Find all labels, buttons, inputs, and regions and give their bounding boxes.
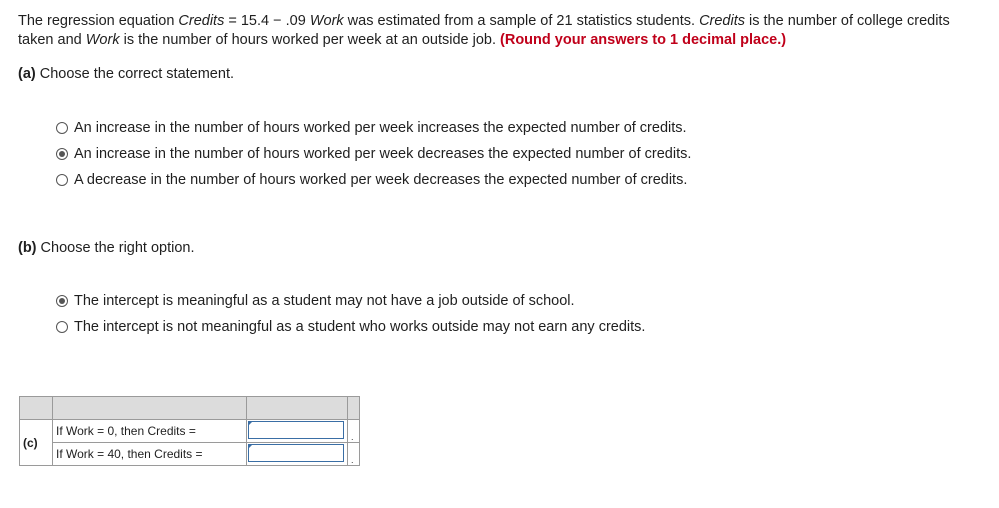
credits-work-40-input[interactable] (248, 444, 344, 462)
part-b-option-2-text: The intercept is not meaningful as a student who works outside may not earn any credits. (74, 319, 646, 335)
radio-selected-icon[interactable] (56, 295, 68, 307)
intro-text-1: The regression equation (18, 13, 179, 29)
part-a-option-3[interactable] (56, 167, 691, 193)
suffix-cell (348, 443, 360, 466)
question-intro (18, 12, 978, 50)
part-a-option-1[interactable] (56, 115, 691, 141)
part-b-option-1[interactable] (56, 288, 645, 314)
part-b-options (56, 288, 645, 340)
intro-text-5: is the number of hours worked per week at an outside job. (119, 32, 501, 48)
part-a-heading (18, 66, 234, 82)
answer-cell-2[interactable] (247, 443, 348, 466)
part-b-heading (18, 240, 195, 256)
intro-text-4: is the number of college credits taken and (18, 13, 950, 48)
intro-text-3: was estimated from a sample of 21 statistics students. (343, 13, 700, 29)
part-a-option-2-text: An increase in the number of hours worked per week decreases the expected number of credits. (74, 146, 692, 162)
part-b-option-1-text: The intercept is meaningful as a student may not have a job outside of school. (74, 293, 575, 309)
row-1-label: If Work = 0, then Credits = (53, 420, 247, 443)
radio-unselected-icon[interactable] (56, 174, 68, 186)
radio-selected-icon[interactable] (56, 148, 68, 160)
suffix-period: . (351, 455, 354, 465)
answer-cell-1[interactable] (247, 420, 348, 443)
part-a-prompt: Choose the correct statement. (35, 66, 234, 82)
row-2-label: If Work = 40, then Credits = (53, 443, 247, 466)
part-c-table (19, 396, 360, 466)
part-a-option-1-text: An increase in the number of hours worked per week increases the expected number of credits. (74, 120, 687, 136)
part-a-option-2[interactable] (56, 141, 691, 167)
part-b-prompt: Choose the right option. (36, 240, 195, 256)
work-variable: Work (309, 13, 344, 29)
part-a-option-3-text: A decrease in the number of hours worked per week decreases the expected number of credits. (74, 172, 688, 188)
suffix-cell (348, 420, 360, 443)
credits-variable: Credits (178, 13, 225, 29)
radio-unselected-icon[interactable] (56, 122, 68, 134)
part-c-label: (c) (20, 420, 53, 466)
input-flag-icon (248, 444, 253, 449)
header-cell (53, 397, 247, 420)
header-cell (247, 397, 348, 420)
credits-variable-2: Credits (699, 13, 745, 29)
intro-text-2: = 15.4 − .09 (224, 13, 310, 29)
part-a-label: (a) (18, 66, 36, 82)
input-flag-icon (248, 421, 253, 426)
credits-work-0-input[interactable] (248, 421, 344, 439)
suffix-period: . (351, 432, 354, 442)
table-row (20, 420, 360, 443)
part-a-options (56, 115, 691, 193)
work-variable-2: Work (85, 32, 120, 48)
header-cell (348, 397, 360, 420)
table-header-row (20, 397, 360, 420)
part-b-option-2[interactable] (56, 314, 645, 340)
radio-unselected-icon[interactable] (56, 321, 68, 333)
header-cell (20, 397, 53, 420)
part-b-label: (b) (18, 240, 37, 256)
rounding-note: (Round your answers to 1 decimal place.) (500, 32, 787, 48)
table-row (20, 443, 360, 466)
